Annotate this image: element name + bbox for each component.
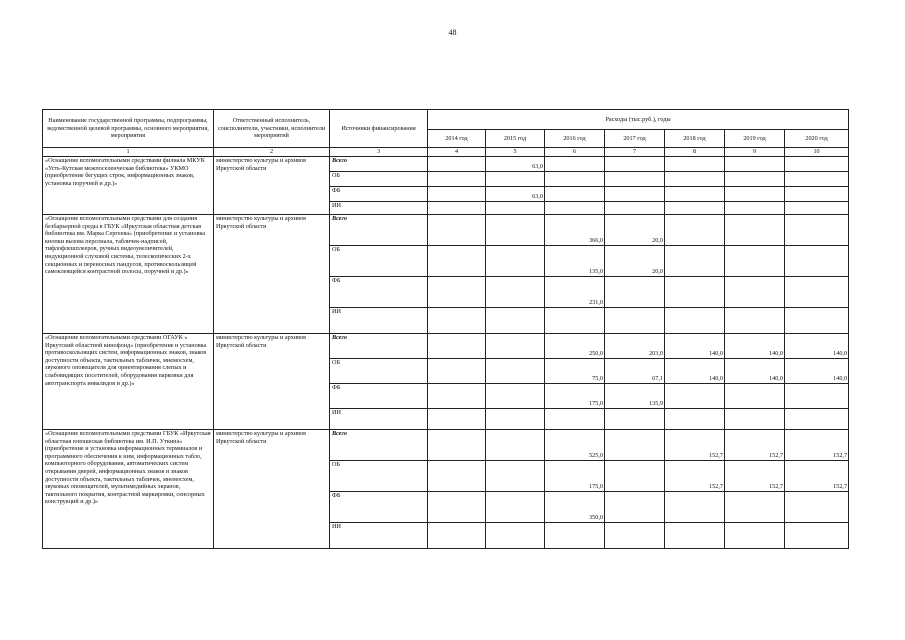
table-row [43,430,849,461]
table-row [43,157,849,172]
expense-value [486,277,545,308]
expense-value [785,215,849,246]
expense-value: 75,0 [545,359,605,384]
expense-value: 350,0 [545,492,605,523]
expense-value [545,308,605,334]
expense-value: 231,0 [545,277,605,308]
expense-value [725,523,785,549]
funding-source: ИИ [330,308,428,334]
expense-value [428,334,486,359]
column-number: 8 [665,148,725,157]
expense-value: 366,0 [545,215,605,246]
header-year: 2018 год [665,130,725,148]
executor: министерство культуры и архивов Иркутской области [214,430,330,549]
expense-value [428,409,486,430]
financing-table [42,109,849,549]
expense-value [428,246,486,277]
column-number: 7 [605,148,665,157]
page-number: 48 [448,28,457,37]
header-executor: Ответственный исполнитель, соисполнители, участники, исполнители мероприятий [214,110,330,148]
expense-value [725,246,785,277]
expense-value: 140,0 [725,334,785,359]
funding-source: ИИ [330,523,428,549]
expense-value: 175,0 [545,461,605,492]
expense-value: 175,0 [545,384,605,409]
expense-value [725,172,785,187]
expense-value: 203,0 [605,334,665,359]
funding-source: ОБ [330,359,428,384]
column-number: 10 [785,148,849,157]
expense-value [665,308,725,334]
header-year: 2015 год [486,130,545,148]
expense-value [428,187,486,202]
column-number: 3 [330,148,428,157]
column-number: 9 [725,148,785,157]
expense-value [605,308,665,334]
expense-value [605,523,665,549]
expense-value: 135,0 [545,246,605,277]
header-year: 2019 год [725,130,785,148]
column-number: 5 [486,148,545,157]
expense-value [725,202,785,215]
funding-source: ОБ [330,461,428,492]
expense-value [665,409,725,430]
expense-value [605,492,665,523]
table-row [43,215,849,246]
expense-value [428,172,486,187]
expense-value [785,202,849,215]
activity-name: «Оснащение вспомогательными средствами для создания безбарьерной среды в ГБУК «Иркутская областная детская библиотека им. Марка Сергеева» (приобретение и установка кнопки вызова персонала, табличек-надписей, тифлофлешплееров, ручных видеоувеличителей, индукционной слуховой системы, телескопических 2-х секционных и переносных пандусов, противоскользящей самоклеящейся контрастной полосы, поручней и др.)» [43,215,214,334]
expense-value [428,157,486,172]
expense-value [428,215,486,246]
expense-value [428,492,486,523]
expense-value [545,157,605,172]
expense-value [486,409,545,430]
expense-value [725,492,785,523]
funding-source: ФБ [330,187,428,202]
table-body [43,157,849,549]
expense-value: 63,0 [486,157,545,172]
expense-value [545,172,605,187]
header-year: 2017 год [605,130,665,148]
expense-value [785,523,849,549]
expense-value [605,187,665,202]
expense-value [545,523,605,549]
expense-value: 20,0 [605,246,665,277]
expense-value [545,409,605,430]
expense-value: 250,0 [545,334,605,359]
expense-value: 140,0 [665,359,725,384]
funding-source: Всего [330,430,428,461]
expense-value [486,308,545,334]
funding-source: ИИ [330,202,428,215]
expense-value [665,187,725,202]
expense-value: 152,7 [725,430,785,461]
expense-value [605,430,665,461]
header-source: Источники финансирования [330,110,428,148]
expense-value: 140,0 [725,359,785,384]
header-year: 2020 год [785,130,849,148]
funding-source: ОБ [330,172,428,187]
column-number: 4 [428,148,486,157]
expense-value [785,492,849,523]
expense-value [725,409,785,430]
header-name: Наименование государственной программы, подпрограммы, ведомственной целевой программы, основного мероприятия, мероприятия [43,110,214,148]
expense-value: 135,9 [605,384,665,409]
header-year: 2014 год [428,130,486,148]
expense-value [785,384,849,409]
funding-source: Всего [330,334,428,359]
expense-value [785,308,849,334]
expense-value [605,202,665,215]
expense-value [725,215,785,246]
expense-value [665,523,725,549]
expense-value: 152,7 [665,430,725,461]
funding-source: ФБ [330,277,428,308]
expense-value: 152,7 [785,430,849,461]
expense-value [428,523,486,549]
expense-value [785,409,849,430]
expense-value [605,277,665,308]
column-number: 2 [214,148,330,157]
expense-value [665,157,725,172]
expense-value [428,359,486,384]
expense-value [486,215,545,246]
expense-value: 152,7 [725,461,785,492]
funding-source: ФБ [330,492,428,523]
expense-value [428,461,486,492]
expense-value [486,384,545,409]
funding-source: ИИ [330,409,428,430]
expense-value [486,246,545,277]
expense-value [725,308,785,334]
table-header [43,110,849,157]
expense-value: 525,0 [545,430,605,461]
expense-value [486,492,545,523]
activity-name: «Оснащение вспомогательными средствами ОГАУК « Иркутский областной кинофонд» (приобретение и установка противоскользящих систем, информационных знаков, знаков доступности объекта, тактильных табличек, мнемосхем, звукового оповещателя для ориентирования слепых и слабовидящих посетителей, оборудования парковки для автотранспорта инвалидов и др.)» [43,334,214,430]
column-number: 6 [545,148,605,157]
funding-source: ОБ [330,246,428,277]
expense-value [725,157,785,172]
expense-value [725,187,785,202]
expense-value: 20,0 [605,215,665,246]
table-row [43,334,849,359]
expense-value [785,277,849,308]
expense-value [665,277,725,308]
expense-value [428,277,486,308]
expense-value [486,334,545,359]
expense-value [605,172,665,187]
expense-value [665,492,725,523]
expense-value [428,308,486,334]
expense-value [665,384,725,409]
expense-value [545,187,605,202]
expense-value: 152,7 [785,461,849,492]
expense-value [428,430,486,461]
expense-value: 140,0 [785,334,849,359]
expense-value [605,157,665,172]
funding-source: Всего [330,157,428,172]
expense-value [665,202,725,215]
expense-value [486,359,545,384]
expense-value [545,202,605,215]
expense-value: 67,1 [605,359,665,384]
executor: министерство культуры и архивов Иркутской области [214,157,330,215]
expense-value [785,172,849,187]
expense-value: 140,0 [665,334,725,359]
expense-value [486,461,545,492]
expense-value [486,430,545,461]
expense-value [486,523,545,549]
expense-value [665,246,725,277]
expense-value [785,157,849,172]
expense-value [486,202,545,215]
expense-value [605,461,665,492]
expense-value [665,215,725,246]
expense-value: 152,7 [665,461,725,492]
funding-source: ФБ [330,384,428,409]
executor: министерство культуры и архивов Иркутской области [214,215,330,334]
column-number: 1 [43,148,214,157]
header-year: 2016 год [545,130,605,148]
expense-value [605,409,665,430]
expense-value [725,384,785,409]
activity-name: «Оснащение вспомогательными средствами ГБУК «Иркутская областная юношеская библиотека им. И.П. Уткина» (приобретение и установка информационных терминалов и программного обеспечения к ним, информационных табло, компьютерного оборудования, автоматических систем открывания дверей, информационных знаков и знаков доступности объекта, тактильных табличек, мнемосхем, звуковых оповещателей, мультимедийных экранов, тактильного покрытия, контрастной маркировки, сенсорных конструкций и др.)» [43,430,214,549]
expense-value [486,172,545,187]
activity-name: «Оснащение вспомогательными средствами филиала МКУК «Усть-Кутская межпоселенческая библиотека» УКМО (приобретение бегущих строк, информационных знаков, установка поручней и др.)» [43,157,214,215]
expense-value: 140,0 [785,359,849,384]
expense-value [428,384,486,409]
expense-value [665,172,725,187]
expense-value [785,246,849,277]
expense-value [785,187,849,202]
funding-source: Всего [330,215,428,246]
expense-value: 63,0 [486,187,545,202]
header-expenses: Расходы (тыс.руб.), годы [428,110,849,130]
expense-value [725,277,785,308]
executor: министерство культуры и архивов Иркутской области [214,334,330,430]
expense-value [428,202,486,215]
